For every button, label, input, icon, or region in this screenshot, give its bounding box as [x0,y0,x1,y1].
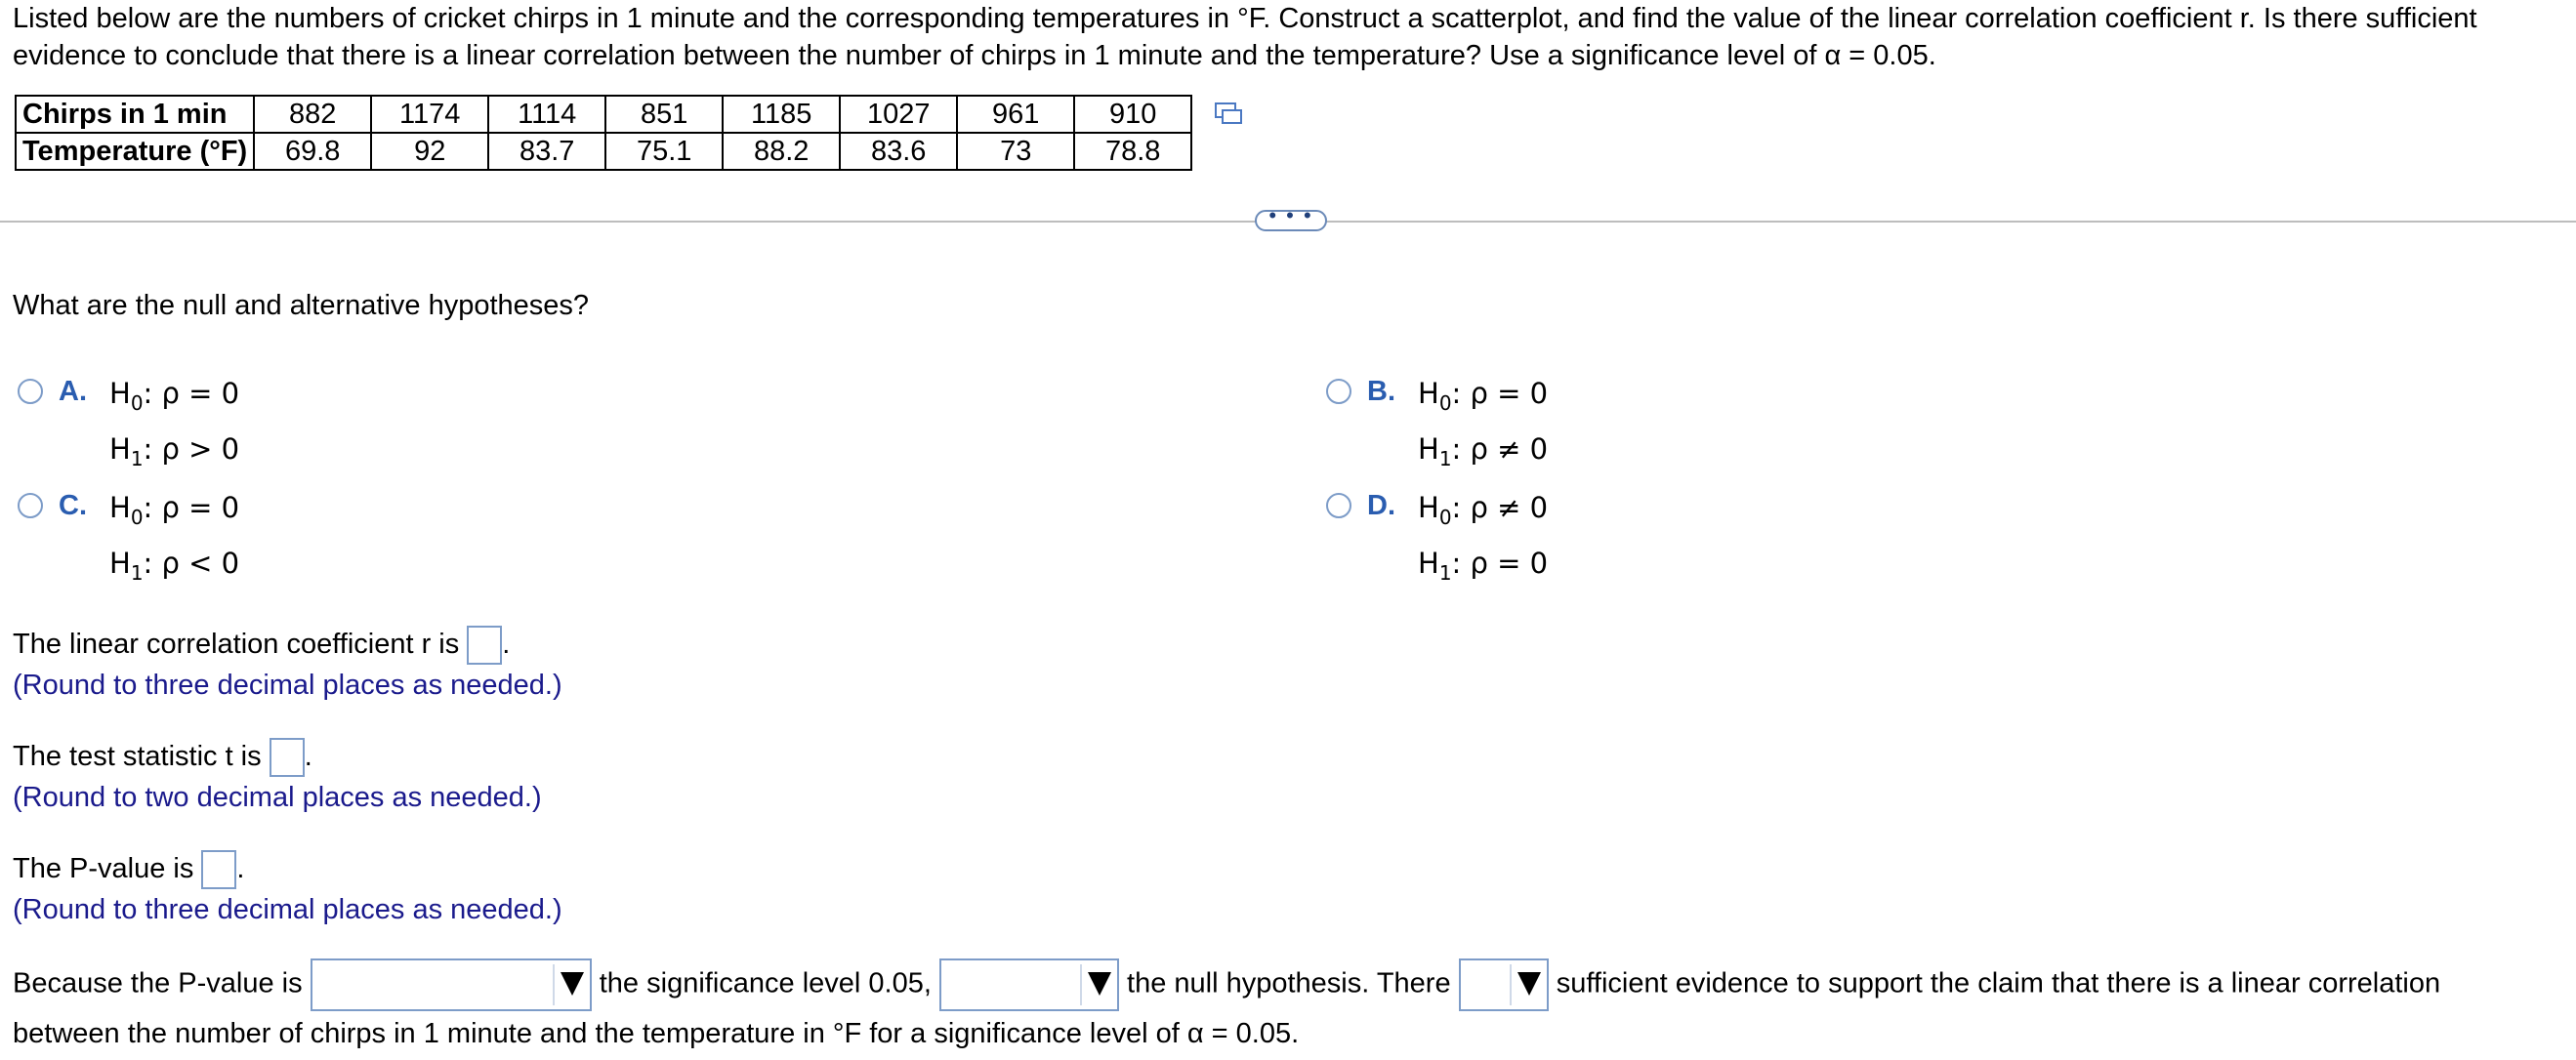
data-table [15,95,1192,171]
r-rounding-hint: (Round to three decimal places as needed.) [13,670,562,701]
copy-data-icon[interactable] [1214,102,1243,127]
row-header-chirps: Chirps in 1 min [16,96,254,133]
p-answer-input[interactable] [201,850,236,889]
chevron-down-icon [1088,972,1111,996]
table-cell: 1185 [723,96,840,133]
table-cell: 69.8 [254,133,371,170]
table-cell: 851 [605,96,723,133]
t-answer-input[interactable] [270,738,305,777]
table-cell: 92 [371,133,488,170]
table-cell: 88.2 [723,133,840,170]
table-cell: 910 [1074,96,1191,133]
option-text: $H_0$: ρ = 0 $H_1$: ρ < 0 [109,491,240,585]
table-cell: 1114 [488,96,605,133]
option-b[interactable] [1326,371,1548,482]
option-a[interactable] [18,371,239,482]
option-letter: D. [1367,490,1395,521]
table-cell: 73 [957,133,1074,170]
radio-button-c[interactable] [18,493,43,518]
hypotheses-question: What are the null and alternative hypotheses? [13,290,590,321]
pvalue-comparison-dropdown[interactable] [311,958,592,1011]
r-statement: The linear correlation coefficient r is . [13,625,510,665]
table-cell: 961 [957,96,1074,133]
radio-button-a[interactable] [18,379,43,404]
option-letter: B. [1367,376,1395,407]
table-row-temperature [16,133,1191,170]
t-statement: The test statistic t is . [13,737,312,777]
problem-statement: Listed below are the numbers of cricket chirps in 1 minute and the corresponding temperatures in °F. Construct a scatterplot, and find the value of the linear correlation coefficient r. Is there sufficient evidence to conclude that there is a linear correlation between the number of chirps in 1 minute and the temperature? Use a significance level of α = 0.05. [13,3,2477,71]
conclusion-statement: Because the P-value is the significance level 0.05, the null hypothesis. There sufficient evidence to support the claim that there is a linear correlation between the number of chirps in 1 minute and the temperature in °F for a significance level of α = 0.05. [13,958,2566,1058]
chevron-down-icon [561,972,584,996]
option-letter: A. [59,376,87,407]
table-cell: 75.1 [605,133,723,170]
option-text: $H_0$: ρ = 0 $H_1$: ρ ≠ 0 [1418,377,1549,470]
table-cell: 1174 [371,96,488,133]
chevron-down-icon [1517,972,1541,996]
option-text: $H_0$: ρ = 0 $H_1$: ρ > 0 [109,377,240,470]
p-rounding-hint: (Round to three decimal places as needed.) [13,894,562,925]
radio-button-d[interactable] [1326,493,1351,518]
table-cell: 882 [254,96,371,133]
row-header-temperature: Temperature (°F) [16,133,254,170]
option-text: $H_0$: ρ ≠ 0 $H_1$: ρ = 0 [1418,491,1549,585]
option-c[interactable] [18,485,239,596]
evidence-dropdown[interactable] [1459,958,1549,1011]
r-answer-input[interactable] [467,626,502,665]
table-cell: 83.6 [840,133,957,170]
conclusion-line-2: between the number of chirps in 1 minute and the temperature in °F for a significance level of α = 0.05. [13,1018,1300,1049]
table-cell: 1027 [840,96,957,133]
hypothesis-decision-dropdown[interactable] [939,958,1119,1011]
option-letter: C. [59,490,87,521]
radio-button-b[interactable] [1326,379,1351,404]
t-rounding-hint: (Round to two decimal places as needed.) [13,782,542,813]
table-cell: 78.8 [1074,133,1191,170]
table-cell: 83.7 [488,133,605,170]
option-d[interactable] [1326,485,1548,596]
more-button[interactable]: • • • [1255,210,1327,231]
p-statement: The P-value is . [13,849,244,889]
table-row-chirps [16,96,1191,133]
